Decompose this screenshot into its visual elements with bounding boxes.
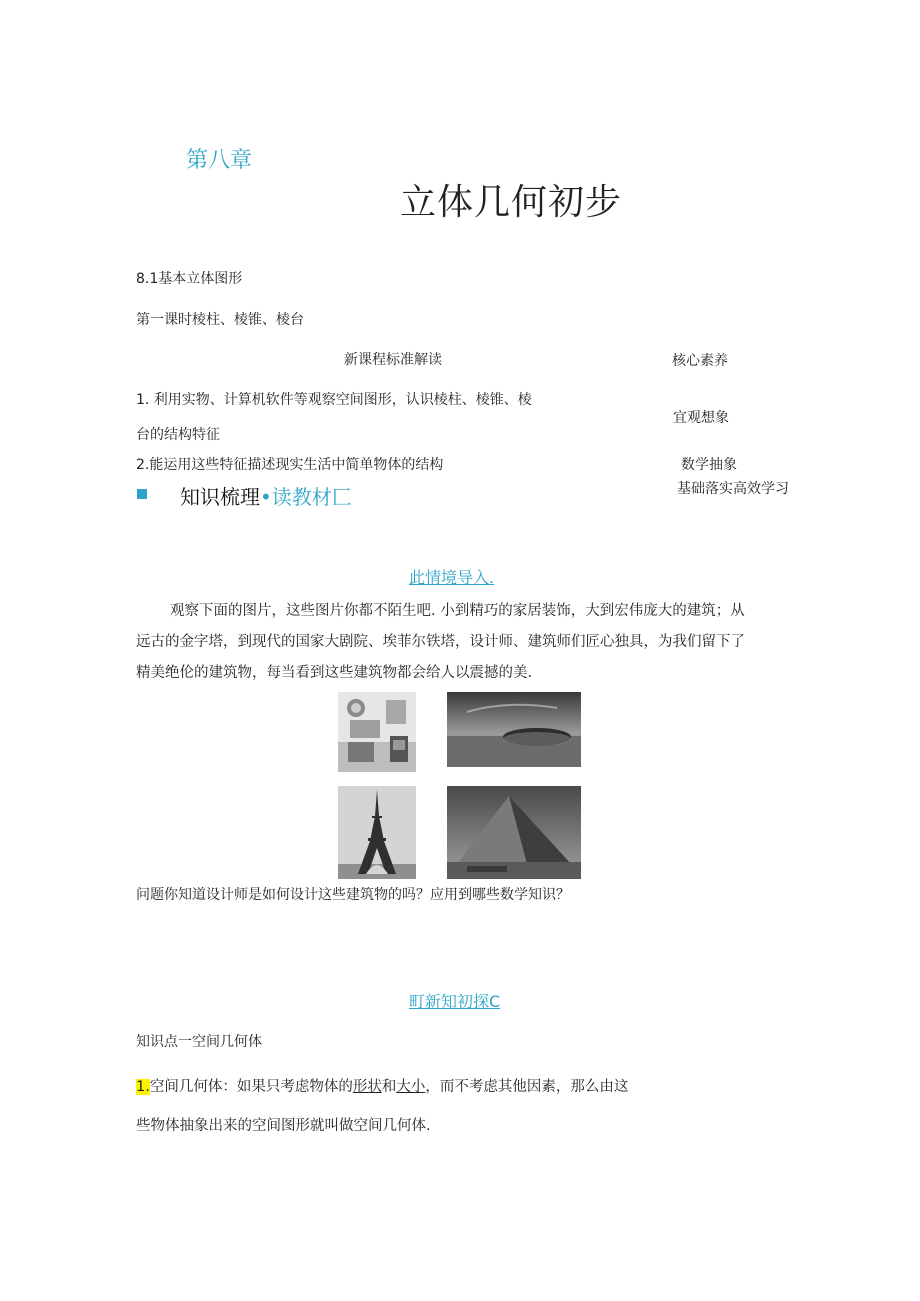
definition-shape: 形状 bbox=[352, 1079, 382, 1095]
knowledge-point-title: 知识点一空间几何体 bbox=[136, 1034, 262, 1050]
intro-para-line-1: 观察下面的图片，这些图片你都不陌生吧. 小到精巧的家居装饰，大到宏伟庞大的建筑；从 bbox=[170, 603, 745, 619]
standard-item-2: 2.能运用这些特征描述现实生活中简单物体的结构 bbox=[136, 457, 444, 473]
definition-line-1 bbox=[136, 1075, 628, 1096]
intro-question: 问题你知道设计师是如何设计这些建筑物的吗？应用到哪些数学知识？ bbox=[136, 887, 570, 903]
theater-photo bbox=[447, 692, 581, 767]
chapter-title: 立体几何初步 bbox=[400, 182, 623, 223]
definition-and: 和 bbox=[381, 1079, 397, 1095]
core-literacy-item-3: 基础落实高效学习 bbox=[677, 481, 789, 497]
lesson-title: 第一课时棱柱、棱锥、棱台 bbox=[136, 312, 304, 328]
definition-number: 1. bbox=[136, 1079, 150, 1095]
core-literacy-item-1: 宜观想象 bbox=[673, 410, 729, 426]
definition-size: 大小 bbox=[396, 1079, 426, 1095]
banner-title-accent: •读教材匚 bbox=[260, 485, 352, 509]
intro-heading: 此情境导入. bbox=[409, 568, 495, 587]
eiffel-tower-photo bbox=[338, 786, 416, 879]
definition-part-2: ，而不考虑其他因素，那么由这 bbox=[425, 1079, 629, 1095]
intro-para-line-2: 远古的金字塔，到现代的国家大剧院、埃菲尔铁塔，设计师、建筑师们匠心独具，为我们留下了 bbox=[136, 634, 745, 650]
pyramid-photo bbox=[447, 786, 581, 879]
new-knowledge-heading: 町新知初探C bbox=[409, 992, 501, 1011]
standard-item-1: 1. 利用实物、计算机软件等观察空间图形，认识棱柱、棱锥、棱 bbox=[136, 392, 532, 408]
intro-para-line-3: 精美绝伦的建筑物，每当看到这些建筑物都会给人以震撼的美. bbox=[136, 665, 533, 681]
standards-heading: 新课程标准解读 bbox=[344, 352, 442, 368]
core-literacy-heading: 核心素养 bbox=[672, 353, 728, 369]
banner-bullet-icon bbox=[137, 489, 147, 499]
section-title: 8.1基本立体图形 bbox=[136, 271, 243, 287]
definition-line-2: 些物体抽象出来的空间图形就叫做空间几何体. bbox=[136, 1118, 431, 1134]
definition-part-1: 空间几何体：如果只考虑物体的 bbox=[149, 1079, 353, 1095]
home-decor-photo bbox=[338, 692, 416, 772]
intro-paragraph bbox=[136, 596, 776, 689]
banner-title-main: 知识梳理 bbox=[180, 485, 260, 509]
core-literacy-item-2: 数学抽象 bbox=[681, 457, 737, 473]
knowledge-banner bbox=[180, 481, 352, 510]
standard-item-1-cont: 台的结构特征 bbox=[136, 427, 220, 443]
chapter-label: 第八章 bbox=[186, 148, 253, 173]
